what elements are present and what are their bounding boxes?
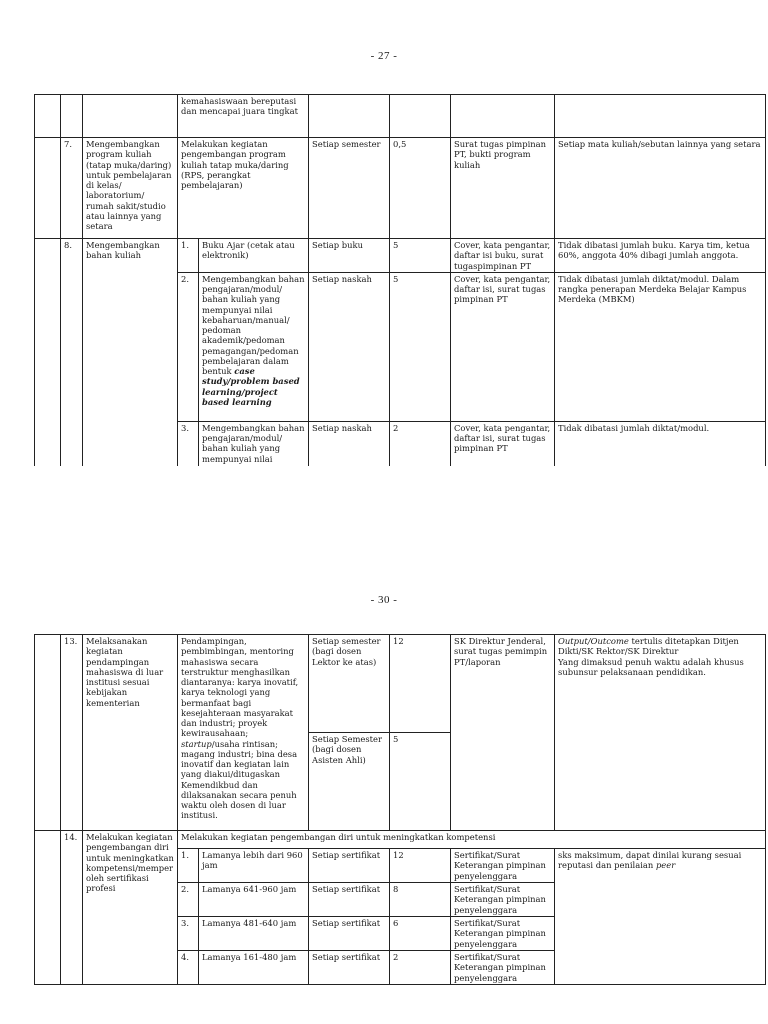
credit-cell: 5 bbox=[390, 239, 451, 273]
evidence-cell: Cover, kata pengantar, daftar isi, surat tugas pimpinan PT bbox=[451, 421, 555, 467]
sub-number: 2. bbox=[178, 883, 199, 917]
activity-cell: Lamanya 481-640 jam bbox=[199, 917, 309, 951]
sub-number: 3. bbox=[178, 421, 199, 467]
activity-cell: Buku Ajar (cetak atau elektronik) bbox=[199, 239, 309, 273]
unit-cell: Setiap semester (bagi dosen Lektor ke atas) bbox=[309, 635, 390, 733]
note-cell bbox=[555, 849, 766, 985]
sub-number: 1. bbox=[178, 849, 199, 883]
unit-cell: Setiap buku bbox=[309, 239, 390, 273]
evidence-cell: Sertifikat/Surat Keterangan pimpinan penyelenggara bbox=[451, 849, 555, 883]
activity-text: Pendampingan, pembimbingan, mentoring mahasiswa secara terstruktur menghasilkan diantaranya: karya inovatif, karya teknologi yang bermanfaat bagi kesejahteraan masyarakat dan industri; proyek kewirausahaan; bbox=[181, 636, 299, 739]
credit-cell: 5 bbox=[390, 733, 451, 831]
section-header: Melakukan kegiatan pengembangan diri untuk meningkatkan kompetensi bbox=[178, 831, 766, 849]
table-row-13 bbox=[35, 635, 766, 733]
credit-table-page-30 bbox=[34, 634, 766, 985]
activity-emphasis: case study/problem based learning/project based learning bbox=[202, 366, 300, 407]
note-cell: Setiap mata kuliah/sebutan lainnya yang setara bbox=[555, 138, 766, 239]
unit-cell: Setiap Semester (bagi dosen Asisten Ahli) bbox=[309, 733, 390, 831]
credit-cell: 8 bbox=[390, 883, 451, 917]
evidence-cell: Sertifikat/Surat Keterangan pimpinan penyelenggara bbox=[451, 917, 555, 951]
evidence-cell: Sertifikat/Surat Keterangan pimpinan penyelenggara bbox=[451, 951, 555, 985]
table-row-7 bbox=[35, 138, 766, 239]
unit-cell: Setiap naskah bbox=[309, 272, 390, 421]
item-cell: Melaksanakan kegiatan pendampingan mahasiswa di luar institusi sesuai kebijakan kementerian bbox=[83, 635, 178, 831]
activity-cell: Melakukan kegiatan pengembangan program kuliah tatap muka/daring (RPS, perangkat pembelajaran) bbox=[178, 138, 309, 239]
evidence-cell: Surat tugas pimpinan PT, bukti program kuliah bbox=[451, 138, 555, 239]
credit-cell: 2 bbox=[390, 951, 451, 985]
activity-cell: Lamanya 161-480 jam bbox=[199, 951, 309, 985]
sub-number: 1. bbox=[178, 239, 199, 273]
sub-number: 2. bbox=[178, 272, 199, 421]
unit-cell: Setiap sertifikat bbox=[309, 849, 390, 883]
table-row-8 bbox=[35, 239, 766, 273]
credit-cell: 5 bbox=[390, 272, 451, 421]
activity-text: /usaha rintisan; magang industri; bina desa inovatif dan kegiatan lain yang diakui/ditugaskan Kemendikbud dan dilaksanakan secara penuh waktu oleh dosen di luar institusi. bbox=[181, 738, 298, 821]
item-cell: Mengembangkan program kuliah (tatap muka/daring) untuk pembelajaran di kelas/ laboratorium/ rumah sakit/studio atau lainnya yang setara bbox=[83, 138, 178, 239]
credit-cell: 12 bbox=[390, 635, 451, 733]
activity-text: Mengembangkan bahan pengajaran/modul/ bahan kuliah yang mempunyai nilai kebaharuan/manual/ pedoman akademik/pedoman pemagangan/pedoman pembelajaran dalam bentuk bbox=[202, 273, 305, 376]
unit-cell: Setiap sertifikat bbox=[309, 883, 390, 917]
activity-cell: kemahasiswaan bereputasi dan mencapai juara tingkat bbox=[178, 95, 309, 138]
note-text: sks maksimum, dapat dinilai kurang sesuai reputasi dan penilaian bbox=[558, 850, 742, 871]
note-cell: Tidak dibatasi jumlah diktat/modul. Dalam rangka penerapan Merdeka Belajar Kampus Merdeka (MBKM) bbox=[555, 272, 766, 421]
note-cell: Tidak dibatasi jumlah buku. Karya tim, ketua 60%, anggota 40% dibagi jumlah anggota. bbox=[555, 239, 766, 273]
note-cell bbox=[555, 635, 766, 831]
credit-table-page-27 bbox=[34, 94, 766, 468]
row-number: 7. bbox=[61, 138, 83, 239]
note-italic: peer bbox=[655, 860, 676, 871]
note-cell: Tidak dibatasi jumlah diktat/modul. bbox=[555, 421, 766, 467]
table-row-14 bbox=[35, 831, 766, 849]
row-number: 8. bbox=[61, 239, 83, 468]
page-number: - 27 - bbox=[370, 50, 398, 62]
unit-cell: Setiap semester bbox=[309, 138, 390, 239]
page-gap bbox=[0, 466, 768, 594]
activity-cell: Lamanya 641-960 jam bbox=[199, 883, 309, 917]
sub-number: 3. bbox=[178, 917, 199, 951]
evidence-cell: Sertifikat/Surat Keterangan pimpinan penyelenggara bbox=[451, 883, 555, 917]
item-cell: Mengembangkan bahan kuliah bbox=[83, 239, 178, 468]
credit-cell: 12 bbox=[390, 849, 451, 883]
sub-number: 4. bbox=[178, 951, 199, 985]
row-number: 13. bbox=[61, 635, 83, 831]
credit-cell: 6 bbox=[390, 917, 451, 951]
note-italic: Output/Outcome bbox=[558, 636, 629, 646]
evidence-cell: SK Direktur Jenderal, surat tugas pemimpin PT/laporan bbox=[451, 635, 555, 831]
activity-cell: Mengembangkan bahan pengajaran/modul/ bahan kuliah yang mempunyai nilai bbox=[199, 421, 309, 467]
evidence-cell: Cover, kata pengantar, daftar isi, surat tugas pimpinan PT bbox=[451, 272, 555, 421]
activity-cell bbox=[178, 635, 309, 831]
unit-cell: Setiap sertifikat bbox=[309, 917, 390, 951]
unit-cell: Setiap sertifikat bbox=[309, 951, 390, 985]
activity-italic: startup bbox=[181, 738, 212, 749]
table-row bbox=[35, 95, 766, 138]
item-cell: Melakukan kegiatan pengembangan diri untuk meningkatkan kompetensi/memper oleh sertifikasi profesi bbox=[83, 831, 178, 985]
credit-cell: 0,5 bbox=[390, 138, 451, 239]
row-number: 14. bbox=[61, 831, 83, 985]
note-text: Yang dimaksud penuh waktu adalah khusus subunsur pelaksanaan pendidikan. bbox=[558, 656, 744, 677]
credit-cell: 2 bbox=[390, 421, 451, 467]
activity-cell: Lamanya lebih dari 960 jam bbox=[199, 849, 309, 883]
page-number: - 30 - bbox=[370, 594, 398, 606]
activity-cell bbox=[199, 272, 309, 421]
evidence-cell: Cover, kata pengantar, daftar isi buku, surat tugaspimpinan PT bbox=[451, 239, 555, 273]
unit-cell: Setiap naskah bbox=[309, 421, 390, 467]
note-text: tertulis ditetapkan Ditjen Dikti/SK Rektor/SK Direktur bbox=[558, 636, 739, 657]
